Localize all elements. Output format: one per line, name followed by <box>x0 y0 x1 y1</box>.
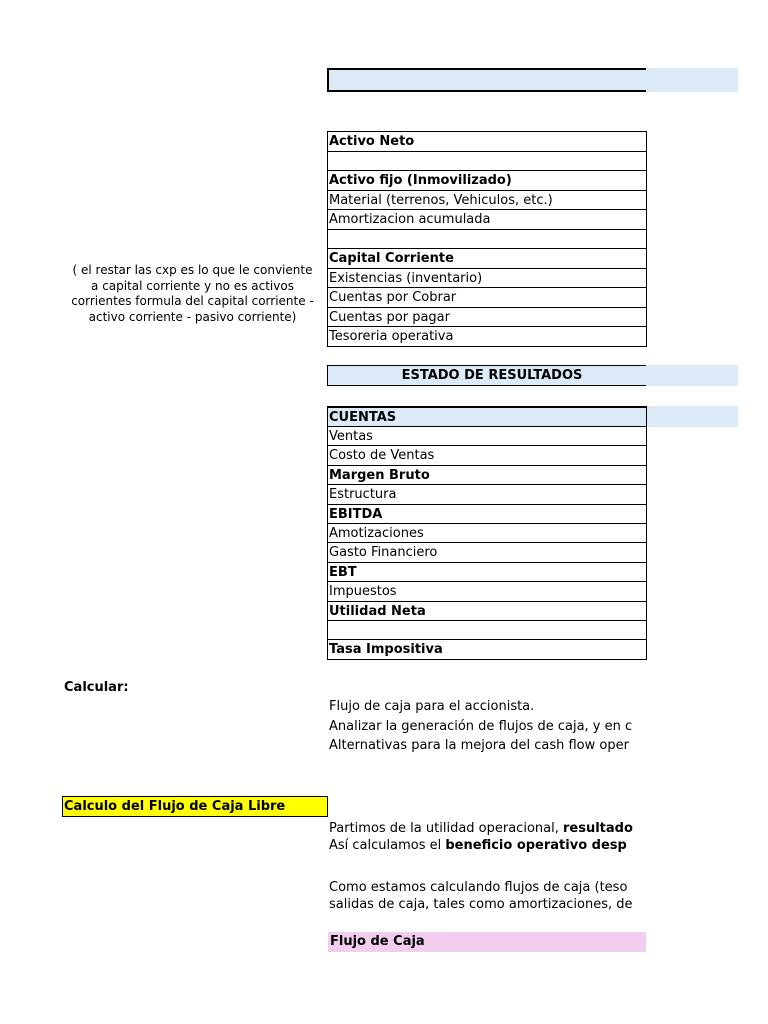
fcl-line-2-text: Así calculamos el <box>329 838 446 853</box>
resultados-row: Costo de Ventas <box>327 445 647 465</box>
fcl-line-4: salidas de caja, tales como amortizaciones, de <box>329 897 633 912</box>
resultados-row: Ventas <box>327 426 647 446</box>
balance-row: Capital Corriente <box>327 248 647 269</box>
balance-header-box <box>327 68 646 92</box>
fcl-line-1-text: Partimos de la utilidad operacional, <box>329 821 563 836</box>
note-line: a capital corriente y no es activos <box>91 278 294 293</box>
resultados-row: Utilidad Neta <box>327 601 647 621</box>
resultados-row: Amotizaciones <box>327 523 647 543</box>
note-line: ( el restar las cxp es lo que le conviente <box>72 263 313 277</box>
balance-row <box>327 229 647 250</box>
resultados-row: EBITDA <box>327 504 647 524</box>
resultados-row: Gasto Financiero <box>327 542 647 562</box>
resultados-row: Impuestos <box>327 581 647 601</box>
balance-row: Cuentas por pagar <box>327 307 647 328</box>
calcular-label: Calcular: <box>64 680 129 695</box>
resultados-row: Tasa Impositiva <box>327 639 647 659</box>
capital-corriente-note <box>60 263 325 325</box>
resultados-row <box>327 620 647 640</box>
calcular-item: Analizar la generación de flujos de caja, y en c <box>329 719 633 734</box>
resultados-row: Estructura <box>327 484 647 504</box>
resultados-header-fill <box>647 406 738 427</box>
calcular-item: Flujo de caja para el accionista. <box>329 699 535 714</box>
balance-row: Tesoreria operativa <box>327 326 647 347</box>
balance-row: Activo fijo (Inmovilizado) <box>327 170 647 191</box>
balance-row: Cuentas por Cobrar <box>327 287 647 308</box>
resultados-header: CUENTAS <box>327 406 647 427</box>
balance-row <box>327 151 647 172</box>
resultados-row: Margen Bruto <box>327 465 647 485</box>
resultados-row: EBT <box>327 562 647 582</box>
fcl-title: Calculo del Flujo de Caja Libre <box>64 799 286 814</box>
fcl-line-2 <box>329 836 646 855</box>
fcl-line-3: Como estamos calculando flujos de caja (teso <box>329 880 628 895</box>
resultados-title: ESTADO DE RESULTADOS <box>401 368 583 383</box>
balance-row: Amortizacion acumulada <box>327 209 647 230</box>
flujo-de-caja-title: Flujo de Caja <box>330 934 425 949</box>
balance-row: Material (terrenos, Vehiculos, etc.) <box>327 190 647 211</box>
balance-row: Activo Neto <box>327 131 647 152</box>
fcl-line-1-bold: resultado <box>562 821 633 836</box>
note-line: activo corriente - pasivo corriente) <box>88 309 297 324</box>
note-line: corrientes formula del capital corriente - <box>71 294 314 308</box>
balance-row: Existencias (inventario) <box>327 268 647 289</box>
fcl-line-2-bold: beneficio operativo desp <box>445 838 627 853</box>
calcular-item: Alternativas para la mejora del cash flow oper <box>329 738 629 753</box>
